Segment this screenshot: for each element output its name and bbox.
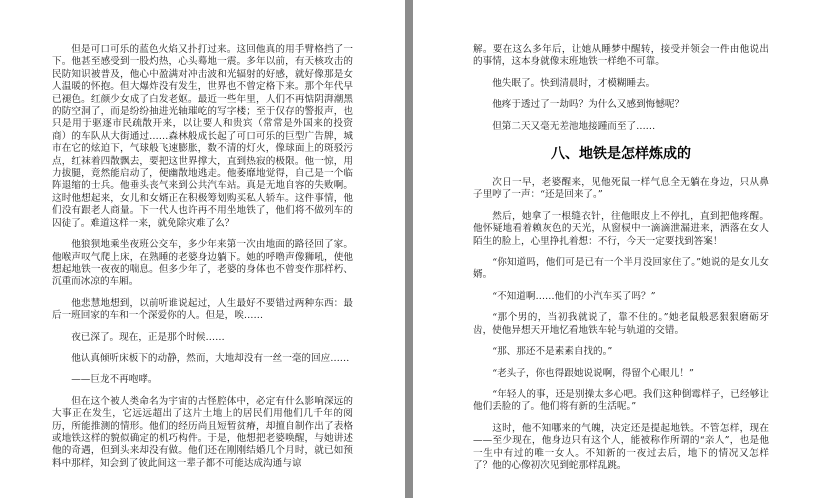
- paragraph: 他认真倾听床板下的动静，然而，大地却没有一丝一毫的回应……: [71, 352, 350, 364]
- page-gutter: [405, 0, 413, 498]
- paragraph: “不知道啊……他们的小汽车买了吗？”: [492, 290, 656, 302]
- paragraph: 他疼于透过了一劫吗？为什么又感到悔憾呢？: [492, 99, 685, 111]
- paragraph-continued: 解。要在这么多年后，让她从睡梦中醒转，接受并领会一件由他说出的事情，这本身就像末班地铁一样绝不可靠。: [473, 44, 769, 68]
- paragraph: 夜已深了。现在，正是那个时候……: [71, 331, 225, 343]
- paragraph: ——巨龙不再咆哮。: [71, 374, 158, 386]
- paragraph: 他悲慧地想到，以前听谁说起过，人生最好不要错过两种东西：最后一班回家的车和一个深爱你的人。但是，唉……: [52, 297, 353, 322]
- left-page: [0, 0, 405, 498]
- paragraph: 次日一早，老婆醒来，见他死鼠一样气息全无躺在身边，只从鼻子里哼了一声：“还是回来了。”: [473, 177, 769, 201]
- paragraph: “年轻人的事，还是别操太多心吧。我们这种倒霉样子，已经够让他们丢脸的了。他们将有新的生活呢。”: [473, 388, 769, 413]
- paragraph: 但在这个被人类命名为宇宙的古怪腔体中，必定有什么影响深远的大事正在发生，它远远超出了这片土地上的居民们用他们几千年的阅历，所能推测的情形。他们的经历尚且短暂贫瘠，却擅自制作出了表格或地铁这样的貌似确定的机巧构件。于是，他想把老婆唤醒，与她讲述他的奇遇，但到头来却没有做。他们还在刚刚结婚几个月时，就已如预料中那样，知会到了彼此间这一辈子都不可能达成沟通与谅: [52, 395, 353, 469]
- paragraph: “你知道吗，他们可是已有一个半月没回家住了。”她说的是女儿女婿。: [473, 257, 769, 281]
- paragraph: 但是可口可乐的蓝色火焰又扑打过来。这回他真的用手臂格挡了一下。他甚至感受到一股灼热，心头蓦地一震。多年以前，有天核攻击的民防知识被普及，他心中盈满对冲击波和光辐射的好感，就好像那是女人温暖的怀抱。但大爆炸没有发生，世界也不曾定格下来。那个年代早已褪色。红颜少女成了白发老妪。最近一些年里，人们不再惦阴湃潮黑的防空洞了，而是纷纷抽进光轴璀屹的写字楼；至于仅存的警报声，也只是用于驱逐市民疏散开来，以让要人和贵宾（常常是外国来的投资商）的车队从大街通过……森林般成长起了可口可乐的巨型广告牌，城市在它的炫迫下，气球般飞速膨胀，数不清的灯火，像球面上的斑驳污点，红袜着四散飘去，要把这世界撑大，直到热寂的极限。他一惊，用力拔腿，竟然能启动了，便幽散地逃走。他萎靡地觉得，自己是一个临阵退缩的士兵。他垂头丧气来到公共汽车站。真是无地自容的失败啊。这时他想起来，女儿和女婿正在积极筹划购买私人轿车。这件事情，他们没有跟老人商量。下一代人也许再不用坐地铁了，他们将不做列车的囚徒了。难道这样一来，就免除灾难了么？: [52, 44, 353, 229]
- chapter-title: 八、地铁是怎样炼成的: [551, 146, 691, 163]
- right-page: [413, 0, 819, 498]
- paragraph: “那个男的，当初我就说了，靠不住的。”她老鼠般恶狠狠磨砺牙齿，使他异想天开地忆看地铁车轮与轨道的交错。: [473, 312, 769, 336]
- paragraph: “那、那还不是素素自找的。”: [492, 346, 613, 358]
- paragraph: 然后，她拿了一根缝衣针，往他眼皮上不停扎，直到把他疼醒。他怀疑地看着赖灰色的天光，从窗棂中一滴滴泄漏进来，洒落在女人陌生的脸上，心里挣扎着想：不行，今天一定要找到答案！: [473, 210, 769, 247]
- paragraph: 这时，他不知哪来的气魄，决定还是提起地铁。不管怎样，现在——至少现在，他身边只有这个人，能被称作所谓的“亲人”，也是他一生中有过的唯一女人。不知新的一夜过去后，地下的情况又怎样了？他的心像初次见到蛇那样乱跳。: [473, 422, 769, 471]
- paragraph: 但第二天又毫无差池地接踵而至了……: [492, 120, 656, 132]
- paragraph: “老头子，你也得跟她说说啊，得留个心眼儿！”: [492, 367, 694, 379]
- paragraph: 他狼狈地乘坐夜班公交车，多少年来第一次由地面的路径回了家。他喉声叹气爬上床，在熟睡的老婆身边躺下。她的呼噜声像狮吼，使他想起地铁一夜夜的喘息。但多少年了，老婆的身体也不曾变作那样朽、沉重而冰凉的车厢。: [52, 239, 353, 288]
- paragraph: 他失眠了。快到清晨时，才模糊睡去。: [492, 77, 656, 89]
